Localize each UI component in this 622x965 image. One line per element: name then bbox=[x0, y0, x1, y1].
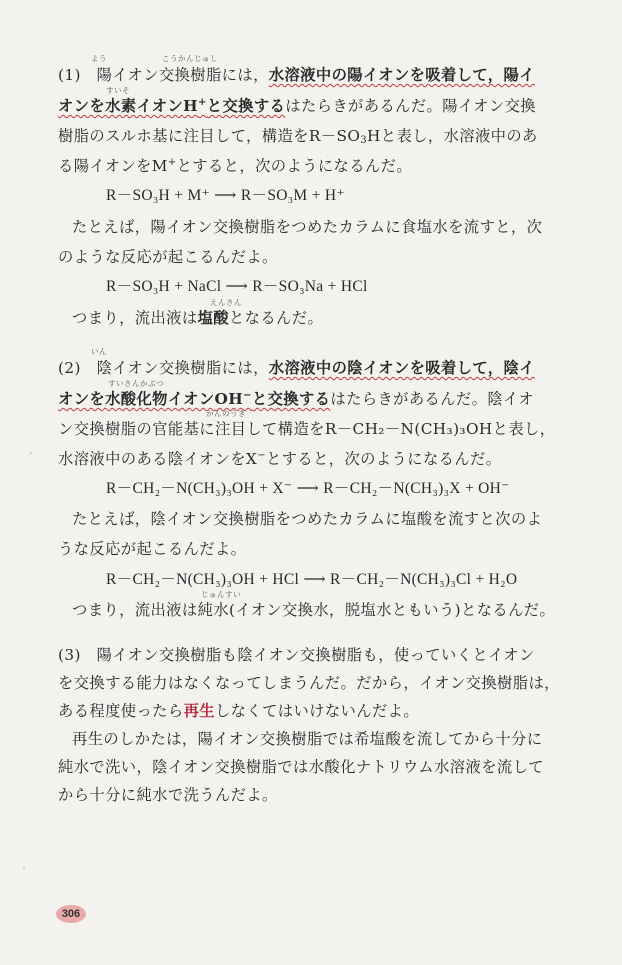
s2-line-7: つまり，流出液は純水(イオン交換水，脱塩水ともいう)となるんだ。 bbox=[72, 601, 556, 619]
s3-line-4: 再生のしかたは，陽イオン交換樹脂では希塩酸を流してから十分に bbox=[72, 730, 543, 748]
s1-line-6: のような反応が起こるんだよ。 bbox=[58, 248, 278, 266]
equation-3: R－CH₂－N(CH₃)₃OH + X⁻ ⟶ R－CH₂－N(CH₃)₃X + OH⁻ bbox=[106, 480, 510, 497]
s3-line-3: ある程度使ったら再生しなくてはいけないんだよ。 bbox=[58, 702, 420, 720]
s3-line-2: を交換する能力はなくなってしまうんだ。だから，イオン交換樹脂は， bbox=[58, 674, 560, 692]
equation-1: R－SO₃H + M⁺ ⟶ R－SO₃M + H⁺ bbox=[106, 187, 345, 204]
paper-speck bbox=[23, 867, 25, 869]
ruby: かんのうき bbox=[206, 409, 246, 418]
s2-line-1: (2) 陰イオン交換樹脂には，水溶液中の陰イオンを吸着して，陰イ bbox=[58, 359, 535, 377]
s3-line-1: (3) 陽イオン交換樹脂も陰イオン交換樹脂も，使っていくとイオン bbox=[58, 646, 535, 664]
s1-line-4: る陽イオンをM+とすると，次のようになるんだ。 bbox=[58, 157, 413, 175]
paper-speck bbox=[30, 452, 32, 454]
equation-4: R－CH₂－N(CH₃)₃OH + HCl ⟶ R－CH₂－N(CH₃)₃Cl + H₂O bbox=[106, 571, 518, 588]
s2-line-5: たとえば，陰イオン交換樹脂をつめたカラムに塩酸を流すと次のよ bbox=[72, 510, 543, 528]
equation-2: R－SO₃H + NaCl ⟶ R－SO₃Na + HCl bbox=[106, 278, 368, 295]
s2-line-4: 水溶液中のある陰イオンをX−とすると，次のようになるんだ。 bbox=[58, 450, 502, 468]
s1-line-2: オンを水素イオンH+と交換するはたらきがあるんだ。陽イオン交換 bbox=[58, 97, 536, 115]
ruby: すいさんかぶつ bbox=[108, 379, 164, 388]
ruby: すいそ bbox=[106, 86, 130, 95]
s1-line-3: 樹脂のスルホ基に注目して，構造を$R-SO_3H$と表し，水溶液中のあ bbox=[58, 127, 538, 146]
s2-line-3: ン交換樹脂の官能基に注目して構造をR－CH₂－N(CH₃)₃OHと表し， bbox=[58, 420, 556, 438]
ruby: いん bbox=[91, 347, 107, 356]
s3-line-6: から十分に純水で洗うんだよ。 bbox=[58, 786, 278, 804]
highlight-term: 再生 bbox=[183, 702, 215, 720]
s3-line-5: 純水で洗い，陰イオン交換樹脂では水酸化ナトリウム水溶液を流して bbox=[58, 758, 544, 776]
s1-line-7: つまり，流出液は塩酸となるんだ。 bbox=[72, 309, 324, 327]
ruby: こうかんじゅし bbox=[162, 54, 218, 63]
s2-line-6: うな反応が起こるんだよ。 bbox=[58, 540, 247, 558]
ruby: じゅんすい bbox=[201, 590, 241, 599]
s2-line-2: オンを水酸化物イオンOH−と交換するはたらきがあるんだ。陰イオ bbox=[58, 390, 534, 408]
s1-line-5: たとえば，陽イオン交換樹脂をつめたカラムに食塩水を流すと，次 bbox=[72, 218, 543, 236]
s1-line-1: (1) 陽イオン交換樹脂には，水溶液中の陽イオンを吸着して，陽イ bbox=[58, 66, 535, 84]
ruby: えんさん bbox=[210, 298, 242, 307]
ruby: よう bbox=[91, 54, 107, 63]
page-number: 306 bbox=[56, 905, 86, 923]
